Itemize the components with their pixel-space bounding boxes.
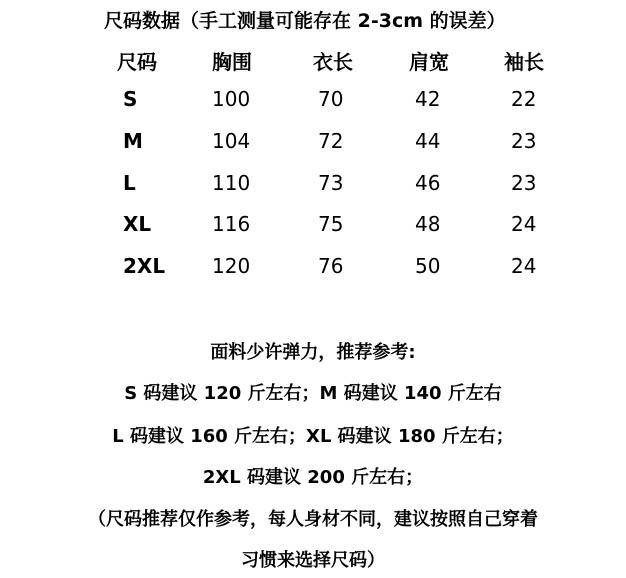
table-cell-sleeve: 24	[511, 254, 537, 278]
table-cell-length: 72	[318, 129, 344, 153]
table-cell-length: 73	[318, 171, 344, 195]
table-cell-length: 75	[318, 212, 344, 236]
table-cell-shoulder: 44	[415, 129, 441, 153]
disclaimer-line: 习惯来选择尺码）	[241, 550, 385, 571]
table-header-length: 衣长	[313, 50, 353, 74]
recommendation-line: L 码建议 160 斤左右；XL 码建议 180 斤左右；	[112, 426, 514, 447]
table-cell-length: 76	[318, 254, 344, 278]
table-header-size: 尺码	[117, 50, 157, 74]
recommendation-line: 2XL 码建议 200 斤左右；	[202, 467, 424, 488]
recommendation-line: S 码建议 120 斤左右；M 码建议 140 斤左右	[124, 383, 502, 404]
table-cell-shoulder: 42	[415, 87, 441, 111]
table-cell-size: 2XL	[123, 254, 166, 278]
disclaimer-line: （尺码推荐仅作参考，每人身材不同，建议按照自己穿着	[88, 509, 538, 530]
table-cell-length: 70	[318, 87, 344, 111]
table-cell-size: S	[123, 87, 138, 111]
page-title: 尺码数据（手工测量可能存在 2-3cm 的误差）	[104, 10, 506, 32]
table-cell-shoulder: 48	[415, 212, 441, 236]
table-cell-shoulder: 50	[415, 254, 441, 278]
recommendation-intro: 面料少许弹力，推荐参考:	[210, 342, 416, 363]
table-cell-chest: 104	[212, 129, 251, 153]
table-header-sleeve: 袖长	[504, 50, 544, 74]
table-cell-sleeve: 23	[511, 171, 537, 195]
table-cell-sleeve: 24	[511, 212, 537, 236]
table-cell-size: M	[123, 129, 143, 153]
table-cell-shoulder: 46	[415, 171, 441, 195]
table-cell-chest: 120	[212, 254, 251, 278]
table-cell-chest: 110	[212, 171, 251, 195]
table-header-chest: 胸围	[212, 50, 252, 74]
table-header-shoulder: 肩宽	[409, 50, 449, 74]
table-cell-size: XL	[123, 212, 152, 236]
table-cell-sleeve: 22	[511, 87, 537, 111]
table-cell-chest: 116	[212, 212, 251, 236]
table-cell-sleeve: 23	[511, 129, 537, 153]
table-cell-size: L	[123, 171, 136, 195]
table-cell-chest: 100	[212, 87, 251, 111]
